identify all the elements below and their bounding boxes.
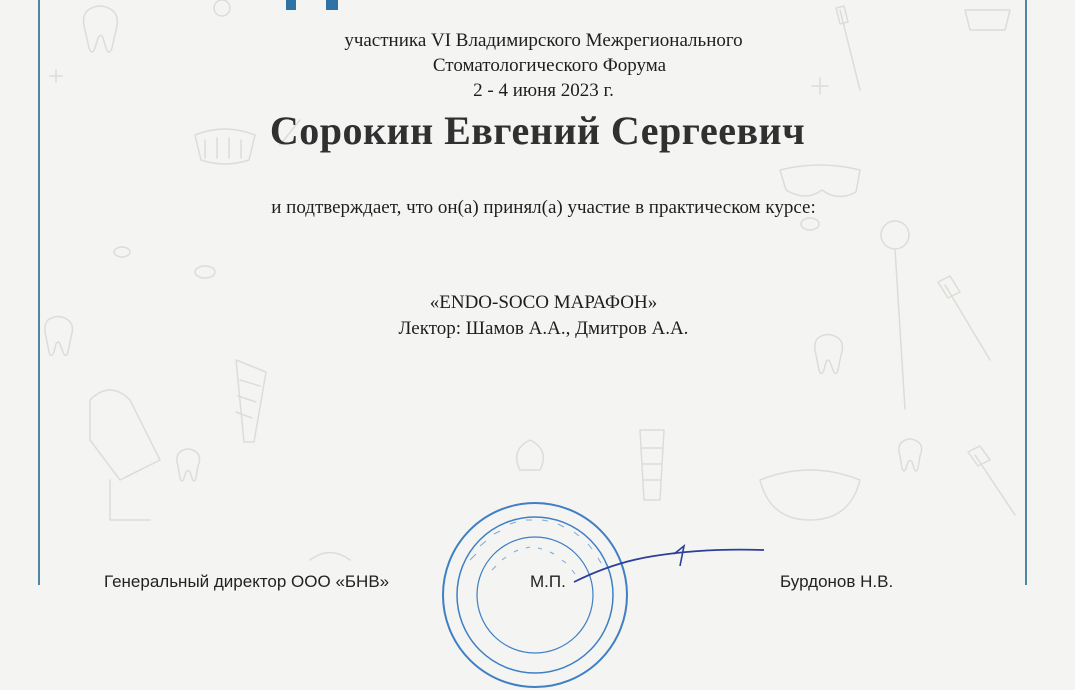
- recipient-name: Сорокин Евгений Сергеевич: [269, 108, 806, 153]
- confirmation-text: и подтверждает, что он(а) принял(а) участие в практическом курсе:: [271, 197, 816, 218]
- dental-implant-icon: [236, 360, 266, 442]
- dental-mirror-icon: [881, 221, 909, 249]
- dental-chair-icon: [90, 390, 160, 520]
- participant-line: участника VI Владимирского Межрегионального: [344, 30, 743, 51]
- pill-icon: [801, 218, 819, 230]
- pill-icon: [195, 266, 215, 278]
- pill-icon: [114, 247, 130, 257]
- tooth-icon: [177, 449, 200, 481]
- forum-dates: 2 - 4 июня 2023 г.: [473, 80, 614, 101]
- tooth-icon: [815, 335, 843, 374]
- toothbrush-icon: [968, 446, 1015, 515]
- lecturer-line: Лектор: Шамов А.А., Дмитров А.А.: [398, 318, 689, 339]
- course-title: «ENDO-SOCO МАРАФОН»: [429, 292, 658, 313]
- goggles-icon: [780, 165, 860, 197]
- dental-mirror-icon: [214, 0, 230, 16]
- director-title: Генеральный директор ООО «БНВ»: [104, 572, 390, 591]
- tooth-icon: [899, 439, 922, 471]
- seal-label: М.П.: [530, 572, 566, 591]
- signature: [570, 540, 770, 585]
- dental-implant-icon: [640, 430, 664, 500]
- forum-line: Стоматологического Форума: [432, 55, 667, 76]
- signer-name: Бурдонов Н.В.: [780, 572, 894, 591]
- official-stamp: [440, 500, 630, 690]
